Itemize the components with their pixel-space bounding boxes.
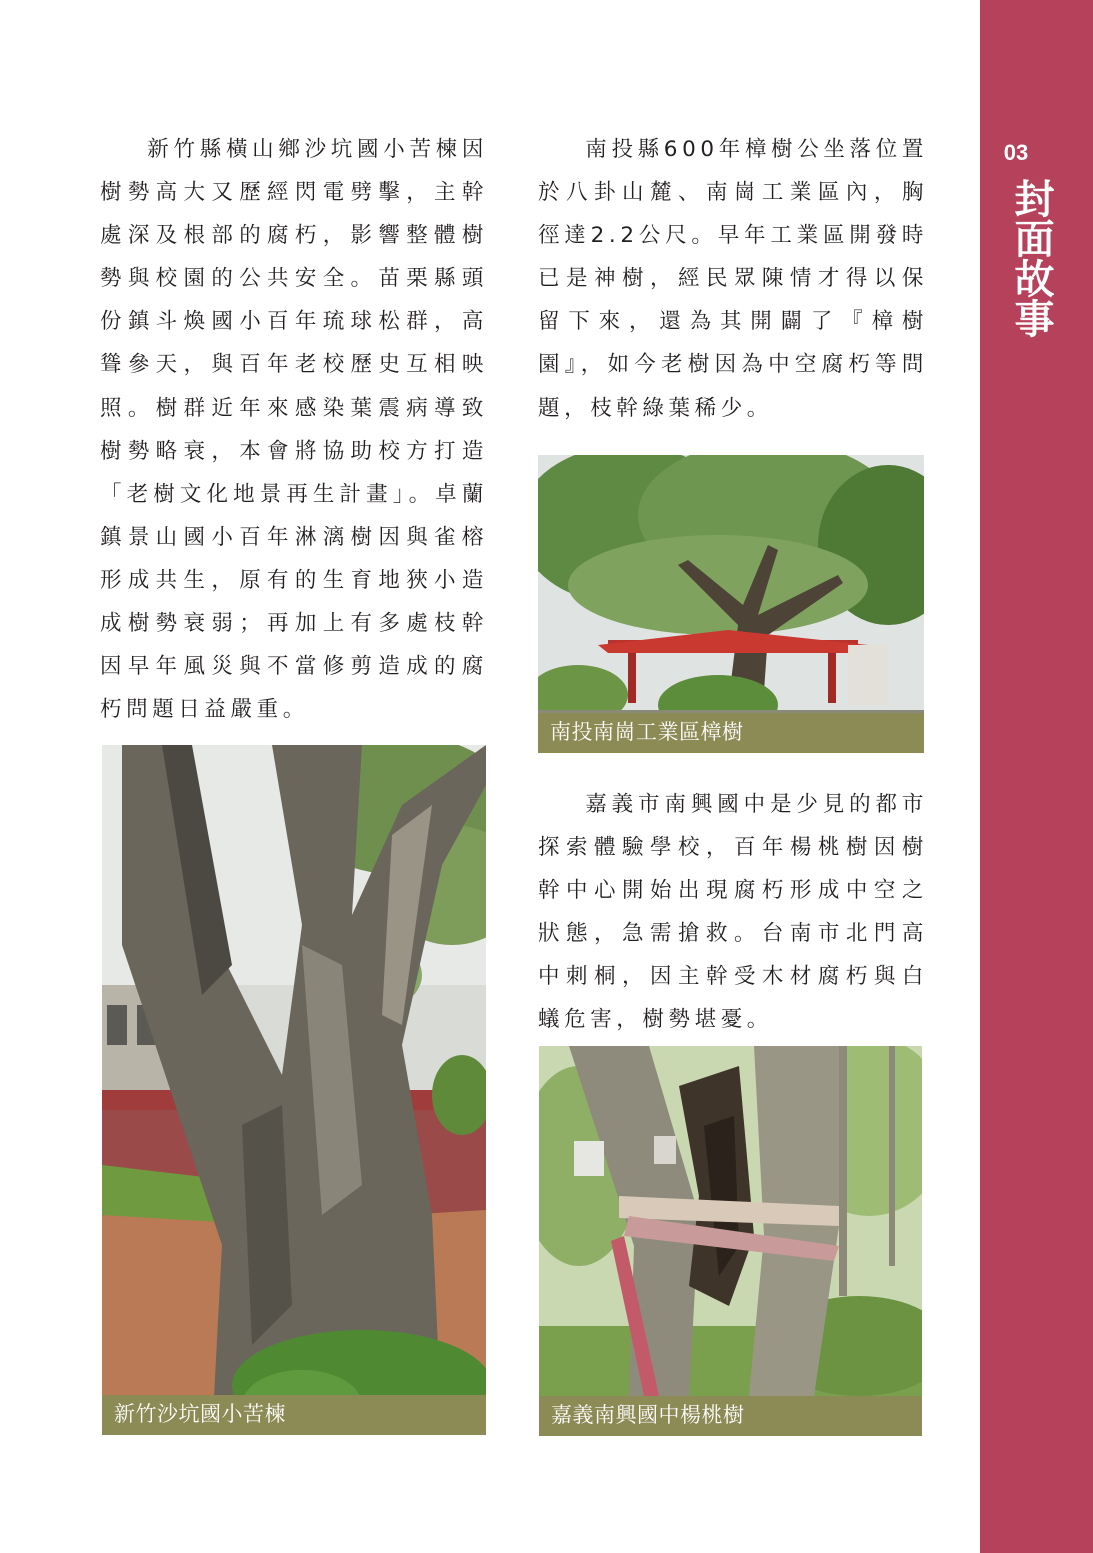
starfruit-tree-image bbox=[539, 1046, 922, 1436]
page-number: 03 bbox=[1003, 140, 1029, 165]
section-title: 封面故事 bbox=[1008, 178, 1054, 338]
paragraph-nantou: 南投縣600年樟樹公坐落位置於八卦山麓、南崗工業區內，胸徑達2.2公尺。早年工業區開發時已是神樹，經民眾陳情才得以保留下來，還為其開闢了『樟樹園』，如今老樹因為中空腐朽等問題，枝幹綠葉稀少。 bbox=[538, 137, 928, 421]
camphor-tree-image bbox=[538, 455, 924, 753]
section-sidebar bbox=[980, 0, 1093, 1553]
photo-nanxing-starfruit bbox=[539, 1046, 922, 1436]
tree-trunk-image bbox=[102, 745, 486, 1435]
paragraph-chiayi-tainan: 嘉義市南興國中是少見的都市探索體驗學校，百年楊桃樹因樹幹中心開始出現腐朽形成中空之狀態，急需搶救。台南市北門高中刺桐，因主幹受木材腐朽與白蟻危害，樹勢堪憂。 bbox=[538, 792, 928, 1033]
paragraph-hsinchu-miaoli: 新竹縣橫山鄉沙坑國小苦楝因樹勢高大又歷經閃電劈擊，主幹處深及根部的腐朽，影響整體樹勢與校園的公共安全。苗栗縣頭份鎮斗煥國小百年琉球松群，高聳參天，與百年老校歷史互相映照。樹群近年來感染葉震病導致樹勢略衰，本會將協助校方打造「老樹文化地景再生計畫」。卓蘭鎮景山國小百年淋漓樹因與雀榕形成共生，原有的生育地狹小造成樹勢衰弱；再加上有多處枝幹因早年風災與不當修剪造成的腐朽問題日益嚴重。 bbox=[100, 137, 488, 723]
photo-shakeng-chinaberry bbox=[102, 745, 486, 1435]
photo-caption: 南投南崗工業區樟樹 bbox=[538, 713, 924, 753]
photo-nantou-camphor bbox=[538, 455, 924, 753]
photo-caption: 新竹沙坑國小苦楝 bbox=[102, 1395, 486, 1435]
photo-caption: 嘉義南興國中楊桃樹 bbox=[539, 1396, 922, 1436]
